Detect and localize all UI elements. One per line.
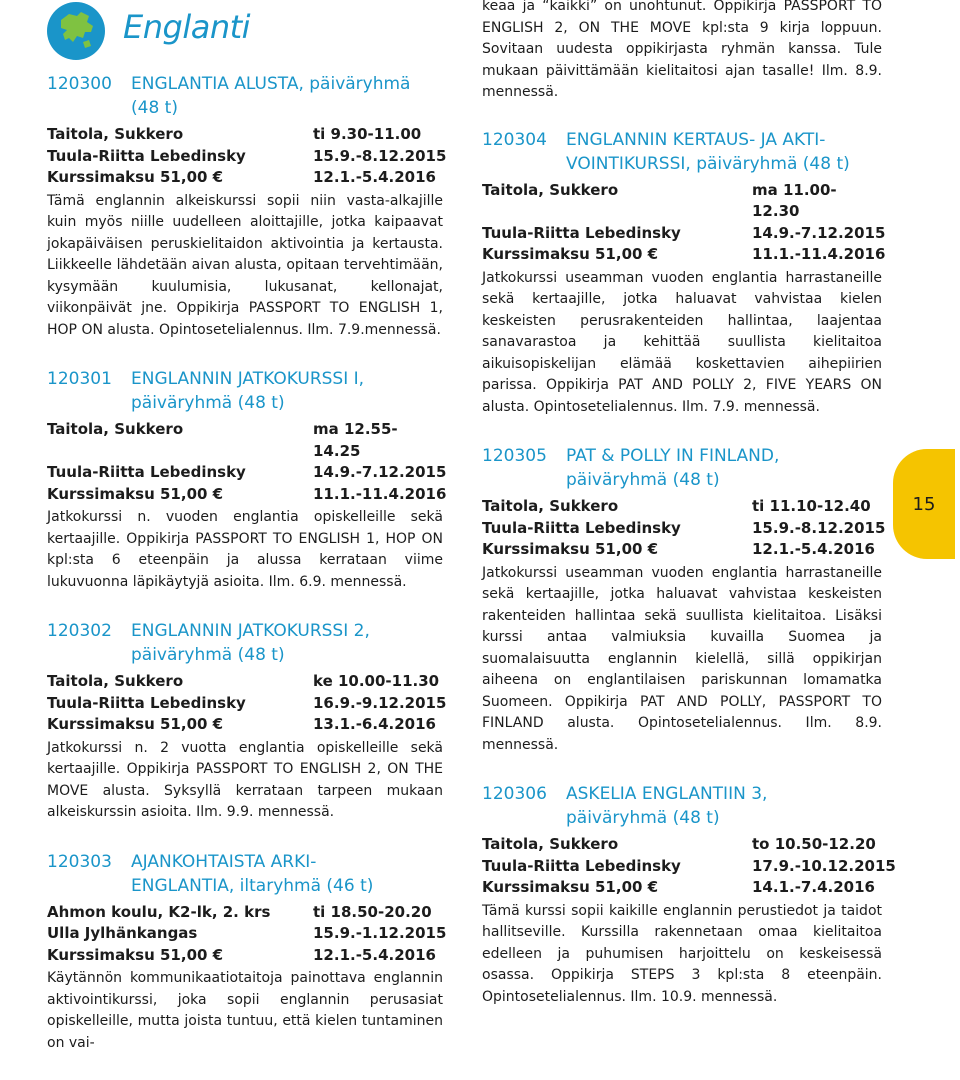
course-info	[47, 124, 447, 189]
course-title-block	[131, 72, 443, 120]
course-info-label: Taitola, Sukkero	[482, 180, 619, 199]
course-info-value: ma 12.55-14.25	[313, 420, 398, 460]
course-subtitle: päiväryhmä (48 t)	[131, 645, 285, 665]
course-info-value: 14.9.-7.12.2015	[752, 223, 886, 242]
course-info-value: ti 18.50-20.20	[313, 902, 432, 921]
course-info-label: Taitola, Sukkero	[482, 497, 619, 515]
course-title: PAT & POLLY IN FINLAND,	[566, 446, 780, 466]
course-info-label: Tuula-Riitta Lebedinsky	[47, 693, 246, 712]
course-entry	[482, 782, 896, 1008]
course-info-row	[482, 496, 882, 518]
course-info-value: 15.9.-1.12.2015	[313, 924, 447, 942]
course-subtitle: VOINTIKURSSI, päiväryhmä (48 t)	[566, 153, 850, 174]
course-info-value: to 10.50-12.20	[752, 835, 876, 853]
course-info-value: 14.1.-7.4.2016	[752, 878, 875, 896]
course-title: ENGLANNIN JATKOKURSSI 2,	[131, 621, 370, 641]
course-entry	[47, 850, 447, 1055]
course-entry	[47, 367, 447, 593]
course-info-value: 14.9.-7.12.2015	[313, 463, 447, 481]
course-info-row	[482, 856, 896, 878]
course-info-row	[482, 180, 882, 223]
course-description: Jatkokurssi useamman vuoden englantia harrastaneille sekä kertaajille, jotka haluavat vahvistaa keskeisten rakenteiden hallintaa sekä suullista kielitaitoa. Lisäksi kurssi antaa valmiuksia kuvailla Suomea ja suomalaisuutta englannin kielellä, sillä oppikirjan aiheena on englantilaisen pariskunnan lomamatka Suomeen. Oppikirja PAT AND POLLY, PASSPORT TO FINLAND alusta. Opintosetelialennus. Ilm. 8.9. mennessä.	[482, 564, 882, 753]
course-info-value: ti 11.10-12.40	[752, 497, 871, 515]
course-info-label: Kurssimaksu 51,00 €	[482, 540, 659, 558]
course-subtitle: ENGLANTIA, iltaryhmä (46 t)	[131, 875, 374, 896]
course-info	[47, 671, 447, 736]
course-info-value: 12.1.-5.4.2016	[313, 168, 436, 186]
course-info-value: 16.9.-9.12.2015	[313, 693, 447, 712]
course-info-value: 12.1.-5.4.2016	[313, 945, 436, 964]
course-description: Jatkokurssi useamman vuoden englantia harrastaneille sekä kertaajille, jotka haluavat vahvistaa kielen keskeisten perusrakenteiden hallintaa, laajentaa sanavarastoa ja kehittää suullista kielitaitoa aikuisopiskelijan elämää koskettavien aihepiirien parissa. Oppikirja PAT AND POLLY 2, FIVE YEARS ON alusta. Opintosetelialennus. Ilm. 7.9. mennessä.	[482, 269, 882, 415]
course-title: ENGLANTIA ALUSTA, päiväryhmä (48 t)	[131, 74, 411, 118]
page-title: Englanti	[123, 8, 251, 46]
course-info-label: Kurssimaksu 51,00 €	[482, 878, 659, 896]
course-info-label: Tuula-Riitta Lebedinsky	[482, 856, 681, 875]
course-code: 120304	[482, 129, 547, 150]
course-entry	[482, 444, 886, 756]
page-number: 15	[912, 493, 936, 515]
course-info-row	[482, 834, 882, 856]
course-info-label: Kurssimaksu 51,00 €	[47, 484, 224, 503]
course-entry	[482, 128, 886, 419]
course-info-label: Taitola, Sukkero	[47, 672, 184, 690]
course-info-label: Kurssimaksu 51,00 €	[482, 245, 659, 263]
right-column	[482, 0, 896, 1034]
course-code: 120305	[482, 446, 547, 466]
course-info-label: Taitola, Sukkero	[47, 125, 184, 143]
course-description: Käytännön kommunikaatiotaitoja painottava englannin aktivointikurssi, joka sopii englannin perusasiat opiskelleille, mutta joista tuntuu, että kielen tuntaminen on vai-	[47, 970, 443, 1051]
course-info-row	[47, 462, 447, 484]
course-info-value: 17.9.-10.12.2015	[752, 856, 896, 875]
course-title: ENGLANNIN KERTAUS- JA AKTI-	[566, 129, 826, 150]
course-info-value: 12.1.-5.4.2016	[752, 540, 875, 558]
course-info-row	[482, 518, 886, 540]
course-info-row	[482, 223, 886, 245]
course-title-block	[131, 367, 443, 415]
europe-globe-icon	[47, 2, 105, 60]
course-info-label: Kurssimaksu 51,00 €	[47, 168, 224, 186]
course-title: AJANKOHTAISTA ARKI-	[131, 851, 317, 872]
course-subtitle: päiväryhmä (48 t)	[566, 808, 720, 828]
course-info-label: Tuula-Riitta Lebedinsky	[482, 518, 681, 537]
course-info-value: 15.9.-8.12.2015	[313, 146, 447, 165]
page-header	[47, 0, 443, 72]
left-course-list	[47, 72, 447, 1054]
course-info-value: 15.9.-8.12.2015	[752, 518, 886, 537]
course-info-row	[482, 244, 886, 266]
course-info-label: Tuula-Riitta Lebedinsky	[47, 146, 246, 165]
course-title-block	[566, 128, 882, 176]
course-info-value: ke 10.00-11.30	[313, 672, 440, 690]
course-info-row	[47, 124, 443, 146]
course-info-label: Ahmon koulu, K2-lk, 2. krs	[47, 902, 271, 921]
course-info-value: ti 9.30-11.00	[313, 125, 422, 143]
course-heading	[47, 850, 443, 898]
course-info	[482, 834, 896, 899]
course-code: 120301	[47, 369, 112, 389]
course-info-row	[47, 484, 447, 506]
course-info-value: 11.1.-11.4.2016	[313, 484, 447, 503]
course-info-label: Taitola, Sukkero	[47, 420, 184, 438]
course-info-row	[482, 877, 882, 899]
course-info-label: Ulla Jylhänkangas	[47, 924, 198, 942]
course-info-row	[47, 419, 443, 462]
course-subtitle: päiväryhmä (48 t)	[566, 470, 720, 490]
course-title: ASKELIA ENGLANTIIN 3,	[566, 784, 768, 804]
course-heading	[482, 128, 882, 176]
course-description: Jatkokurssi n. 2 vuotta englantia opiskelleille sekä kertaajille. Oppikirja PASSPORT TO ENGLISH 2, ON THE MOVE alusta. Syksyllä kerrataan tarpeen mukaan alkeiskurssin asioita. Ilm. 9.9. mennessä.	[47, 739, 443, 820]
left-column	[47, 0, 447, 1080]
course-heading	[47, 72, 443, 120]
course-info	[47, 419, 447, 505]
course-info-row	[47, 693, 447, 715]
course-info-label: Kurssimaksu 51,00 €	[47, 715, 224, 733]
course-info	[482, 496, 886, 561]
course-title-block	[566, 444, 882, 492]
course-description: Jatkokurssi n. vuoden englantia opiskelleille sekä kertaajille. Oppikirja PASSPORT TO ENGLISH 1, HOP ON kpl:sta 6 eteenpäin ja alussa kerrataan viime lukuvuonna läpikäytyjä asioita. Ilm. 6.9. mennessä.	[47, 509, 443, 590]
course-title-block	[131, 850, 443, 898]
course-description: Tämä englannin alkeiskurssi sopii niin vasta-alkajille kuin myös niille uudelleen aloittajille, jotka kaipaavat jokapäiväisen peruskielitaidon aktivointia ja kertausta. Liikkeelle lähdetään aivan alusta, opitaan tervehtimään, kysymään kuulumisia, lukusanat, kellonajat, viikonpäivät jne. Oppikirja PASSPORT TO ENGLISH 1, HOP ON alusta. Opintosetelialennus. Ilm. 7.9.mennessä.	[47, 192, 443, 338]
continued-description: keaa ja “kaikki” on unohtunut. Oppikirja PASSPORT TO ENGLISH 2, ON THE MOVE kpl:sta 9 kirja loppuun. Sovitaan uudesta oppikirjasta ryhmän kanssa. Tule mukaan päivittämään kielitaitosi ajan tasalle! Ilm. 8.9. mennessä.	[482, 0, 882, 100]
course-info-row	[47, 945, 443, 967]
course-title: ENGLANNIN JATKOKURSSI I,	[131, 369, 365, 389]
course-info-label: Tuula-Riitta Lebedinsky	[482, 223, 681, 242]
course-entry	[47, 72, 447, 341]
course-heading	[47, 619, 443, 667]
course-info	[47, 902, 447, 967]
course-info-row	[482, 539, 882, 561]
course-heading	[482, 444, 882, 492]
course-heading	[482, 782, 882, 830]
course-title-block	[131, 619, 443, 667]
course-info-row	[47, 167, 443, 189]
course-info-label: Tuula-Riitta Lebedinsky	[47, 463, 246, 481]
course-info-row	[47, 714, 443, 736]
page-number-tab	[893, 449, 955, 559]
course-info-row	[47, 902, 443, 924]
course-info	[482, 180, 886, 266]
course-code: 120303	[47, 851, 112, 872]
course-code: 120306	[482, 784, 547, 804]
course-heading	[47, 367, 443, 415]
course-info-row	[47, 146, 447, 168]
right-course-list	[482, 128, 896, 1009]
course-entry	[47, 619, 447, 824]
course-info-row	[47, 923, 447, 945]
course-code: 120302	[47, 621, 112, 641]
course-info-label: Kurssimaksu 51,00 €	[47, 945, 224, 964]
course-info-value: 13.1.-6.4.2016	[313, 715, 436, 733]
course-subtitle: päiväryhmä (48 t)	[131, 393, 285, 413]
course-info-value: 11.1.-11.4.2016	[752, 245, 886, 263]
course-info-row	[47, 671, 443, 693]
course-description: Tämä kurssi sopii kaikille englannin perustiedot ja taidot hallitseville. Kurssilla rakennetaan omaa kielitaitoa edelleen ja puhumisen harjoittelu on keskeisessä osassa. Oppikirja STEPS 3 kpl:sta 8 eteenpäin. Opintosetelialennus. Ilm. 10.9. mennessä.	[482, 902, 882, 1005]
course-title-block	[566, 782, 882, 830]
course-code: 120300	[47, 74, 112, 94]
course-info-value: ma 11.00-12.30	[752, 180, 837, 220]
course-info-label: Taitola, Sukkero	[482, 835, 619, 853]
